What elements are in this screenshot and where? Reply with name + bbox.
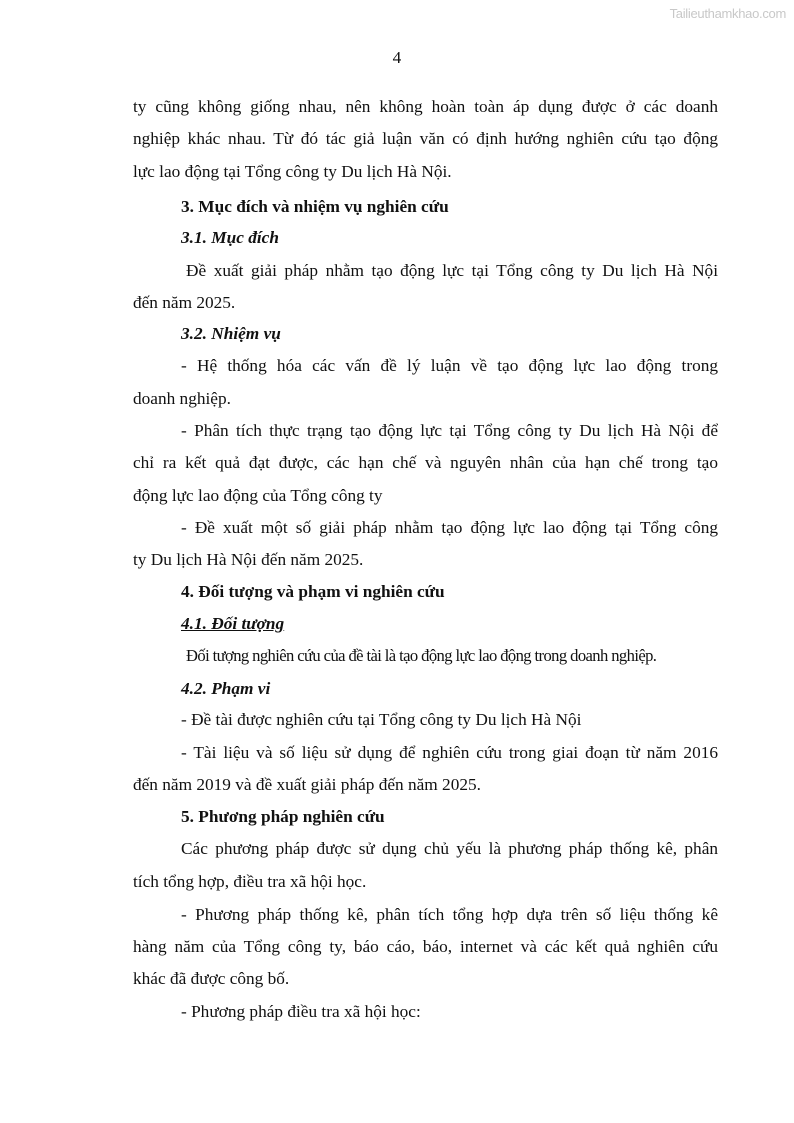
subsection-heading: 3.2. Nhiệm vụ xyxy=(181,324,281,343)
subsection-heading: 4.1. Đối tượng xyxy=(181,614,285,633)
paragraph-line: lực lao động tại Tổng công ty Du lịch Hà Nội. xyxy=(133,162,452,181)
paragraph-line: tích tổng hợp, điều tra xã hội học. xyxy=(133,872,367,891)
section-heading: 5. Phương pháp nghiên cứu xyxy=(181,807,385,826)
paragraph-line: Đề xuất giải pháp nhằm tạo động lực tại Tổng công ty Du lịch Hà Nội xyxy=(186,261,718,280)
paragraph-line: ty Du lịch Hà Nội đến năm 2025. xyxy=(133,550,364,569)
section-heading: 3. Mục đích và nhiệm vụ nghiên cứu xyxy=(181,197,449,216)
paragraph-line: - Đề xuất một số giải pháp nhằm tạo động lực lao động tại Tổng công xyxy=(181,518,718,537)
paragraph-line: chỉ ra kết quả đạt được, các hạn chế và nguyên nhân của hạn chế trong tạo xyxy=(133,453,718,472)
paragraph-line: - Phân tích thực trạng tạo động lực tại Tổng công ty Du lịch Hà Nội để xyxy=(181,421,718,440)
paragraph-line: - Tài liệu và số liệu sử dụng để nghiên cứu trong giai đoạn từ năm 2016 xyxy=(181,743,718,762)
paragraph-line: - Đề tài được nghiên cứu tại Tổng công ty Du lịch Hà Nội xyxy=(181,710,582,729)
section-heading: 4. Đối tượng và phạm vi nghiên cứu xyxy=(181,582,445,601)
paragraph-line: - Hệ thống hóa các vấn đề lý luận về tạo động lực lao động trong xyxy=(181,356,718,375)
paragraph-line: nghiệp khác nhau. Từ đó tác giả luận văn có định hướng nghiên cứu tạo động xyxy=(133,129,718,148)
subsection-heading: 3.1. Mục đích xyxy=(181,228,279,247)
paragraph-line: - Phương pháp thống kê, phân tích tổng hợp dựa trên số liệu thống kê xyxy=(181,905,718,924)
paragraph-line: động lực lao động của Tổng công ty xyxy=(133,486,383,505)
paragraph-line: đến năm 2019 và đề xuất giải pháp đến năm 2025. xyxy=(133,775,481,794)
paragraph-line: hàng năm của Tổng công ty, báo cáo, báo, internet và các kết quả nghiên cứu xyxy=(133,937,718,956)
paragraph-line: doanh nghiệp. xyxy=(133,389,231,408)
watermark: Tailieuthamkhao.com xyxy=(669,6,786,21)
paragraph-line: khác đã được công bố. xyxy=(133,969,290,988)
paragraph-line: Các phương pháp được sử dụng chủ yếu là phương pháp thống kê, phân xyxy=(181,839,718,858)
paragraph-line: ty cũng không giống nhau, nên không hoàn toàn áp dụng được ở các doanh xyxy=(133,97,718,116)
paragraph-line: Đối tượng nghiên cứu của đề tài là tạo động lực lao động trong doanh nghiệp. xyxy=(186,646,657,665)
paragraph-line: - Phương pháp điều tra xã hội học: xyxy=(181,1002,421,1021)
subsection-heading: 4.2. Phạm vi xyxy=(181,679,271,698)
page-number: 4 xyxy=(392,48,402,67)
paragraph-line: đến năm 2025. xyxy=(133,293,236,312)
